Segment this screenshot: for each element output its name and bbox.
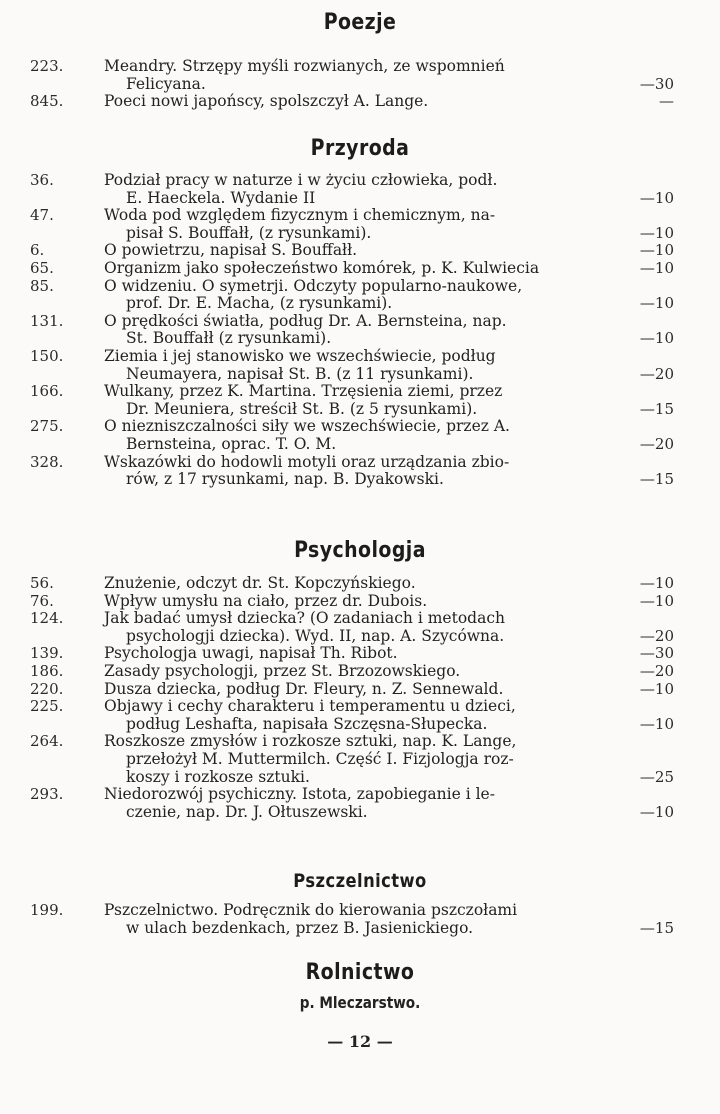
entry-text-line: rów, z 17 rysunkami, nap. B. Dyakowski. bbox=[126, 470, 444, 489]
entry-number: 328. bbox=[30, 452, 64, 471]
entry-price: —10 bbox=[639, 679, 674, 698]
entry-text-line: przełożył M. Muttermilch. Część I. Fizjologja roz- bbox=[126, 750, 514, 768]
entry-number: 139. bbox=[30, 644, 64, 663]
entry-number: 47. bbox=[30, 206, 54, 225]
entry-text-line: Ziemia i jej stanowisko we wszechświecie, podług bbox=[104, 347, 496, 365]
entry-price: —10 bbox=[639, 714, 674, 733]
section-heading: Przyroda bbox=[310, 136, 410, 161]
entry-price: —10 bbox=[639, 294, 674, 313]
entry-text-line: Podział pracy w naturze i w życiu człowieka, podł. bbox=[104, 171, 498, 189]
entry-text-line: Zasady psychologji, przez St. Brzozowskiego. bbox=[104, 662, 461, 680]
entry-number: 36. bbox=[30, 171, 54, 189]
entry-text-line: Roszkosze zmysłów i rozkosze sztuki, nap. K. Lange, bbox=[104, 732, 517, 751]
entry-text-line: Felicyana. bbox=[126, 74, 206, 93]
section-subtitle: p. Mleczarstwo. bbox=[299, 993, 421, 1012]
section-heading: Pszczelnictwo bbox=[293, 870, 427, 892]
entry-price: —10 bbox=[639, 223, 674, 242]
entry-number: 223. bbox=[30, 57, 64, 75]
entry-text-line: Dusza dziecka, podług Dr. Fleury, n. Z. Sennewald. bbox=[104, 679, 504, 698]
entry-text-line: w ulach bezdenkach, przez B. Jasienickiego. bbox=[126, 918, 474, 937]
entry-number: 845. bbox=[30, 92, 64, 111]
entry-number: 199. bbox=[30, 901, 64, 919]
entry-number: 275. bbox=[30, 417, 64, 436]
entry-number: 166. bbox=[30, 382, 64, 401]
entry-number: 6. bbox=[30, 241, 45, 260]
entry-price: —10 bbox=[639, 259, 674, 277]
entry-text-line: Woda pod względem fizycznym i chemicznym, na- bbox=[104, 206, 496, 225]
entry-price: —10 bbox=[639, 574, 674, 592]
entry-text-line: St. Bouffałł (z rysunkami). bbox=[126, 329, 332, 348]
entry-text-line: prof. Dr. E. Macha, (z rysunkami). bbox=[126, 294, 393, 313]
entry-text-line: Wulkany, przez K. Martina. Trzęsienia ziemi, przez bbox=[104, 382, 503, 401]
entry-text-line: O widzeniu. O symetrji. Odczyty popularno-naukowe, bbox=[104, 276, 523, 295]
entry-text-line: psychologji dziecka). Wyd. II, nap. A. Szycówna. bbox=[126, 626, 505, 645]
entry-price: —30 bbox=[639, 644, 674, 663]
entry-text-line: O niezniszczalności siły we wszechświecie, przez A. bbox=[104, 417, 510, 436]
entry-price: —15 bbox=[639, 918, 674, 937]
entry-price: —15 bbox=[639, 399, 674, 418]
entry-price: —10 bbox=[639, 802, 674, 821]
entry-price: —25 bbox=[639, 767, 674, 786]
entry-price: —20 bbox=[639, 626, 674, 645]
entry-number: 293. bbox=[30, 785, 64, 804]
entry-text-line: Neumayera, napisał St. B. (z 11 rysunkami). bbox=[126, 364, 474, 383]
section-heading: Poezje bbox=[323, 10, 397, 35]
entry-number: 186. bbox=[30, 662, 64, 680]
entry-text-line: podług Leshafta, napisała Szczęsna-Słupecka. bbox=[126, 714, 488, 733]
section-heading: Psychologja bbox=[294, 538, 426, 563]
entry-price: —20 bbox=[639, 435, 674, 453]
entry-text-line: Wskazówki do hodowli motyli oraz urządzania zbio- bbox=[104, 452, 510, 471]
entry-price: —20 bbox=[639, 364, 674, 383]
entry-text-line: Dr. Meuniera, streścił St. B. (z 5 rysunkami). bbox=[126, 399, 478, 418]
entry-price: —10 bbox=[639, 241, 674, 260]
entry-number: 65. bbox=[30, 259, 54, 277]
entry-number: 225. bbox=[30, 697, 64, 716]
entry-number: 220. bbox=[30, 679, 64, 698]
entry-price: —15 bbox=[639, 470, 674, 489]
entry-text-line: Meandry. Strzępy myśli rozwianych, ze wspomnień bbox=[104, 57, 505, 75]
entry-price: —10 bbox=[639, 329, 674, 348]
entry-text-line: Organizm jako społeczeństwo komórek, p. K. Kulwiecia bbox=[104, 259, 540, 277]
entry-text-line: Niedorozwój psychiczny. Istota, zapobieganie i le- bbox=[104, 785, 495, 804]
entry-text-line: Wpływ umysłu na ciało, przez dr. Dubois. bbox=[104, 591, 428, 610]
entry-number: 264. bbox=[30, 732, 64, 751]
entry-text-line: E. Haeckela. Wydanie II bbox=[126, 188, 316, 207]
section-heading-rolnictwo: Rolnictwo bbox=[305, 960, 415, 985]
entry-text-line: koszy i rozkosze sztuki. bbox=[126, 767, 310, 786]
page-number: — 12 — bbox=[327, 1032, 393, 1051]
entry-text-line: Objawy i cechy charakteru i temperamentu u dzieci, bbox=[104, 697, 516, 716]
entry-text-line: Pszczelnictwo. Podręcznik do kierowania pszczołami bbox=[104, 901, 518, 919]
entry-number: 124. bbox=[30, 609, 64, 628]
entry-price: —10 bbox=[639, 188, 674, 207]
entry-price: — bbox=[659, 92, 674, 111]
entry-number: 76. bbox=[30, 591, 54, 610]
entry-price: —20 bbox=[639, 662, 674, 680]
entry-number: 150. bbox=[30, 347, 64, 365]
entry-text-line: O powietrzu, napisał S. Bouffałł. bbox=[104, 241, 358, 260]
entry-text-line: Bernsteina, oprac. T. O. M. bbox=[126, 435, 337, 453]
entry-text-line: pisał S. Bouffałł, (z rysunkami). bbox=[126, 223, 372, 242]
entry-number: 85. bbox=[30, 276, 54, 295]
entry-text-line: czenie, nap. Dr. J. Ołtuszewski. bbox=[126, 802, 368, 821]
entry-text-line: Psychologja uwagi, napisał Th. Ribot. bbox=[104, 644, 398, 663]
entry-price: —30 bbox=[639, 74, 674, 93]
entry-number: 56. bbox=[30, 574, 54, 592]
entry-text-line: Jak badać umysł dziecka? (O zadaniach i metodach bbox=[104, 609, 505, 628]
entry-text-line: Poeci nowi japońscy, spolszczył A. Lange. bbox=[104, 92, 429, 111]
entry-number: 131. bbox=[30, 311, 64, 330]
entry-price: —10 bbox=[639, 591, 674, 610]
entry-text-line: O prędkości światła, podług Dr. A. Bernsteina, nap. bbox=[104, 311, 507, 330]
entry-text-line: Znużenie, odczyt dr. St. Kopczyńskiego. bbox=[104, 574, 416, 592]
